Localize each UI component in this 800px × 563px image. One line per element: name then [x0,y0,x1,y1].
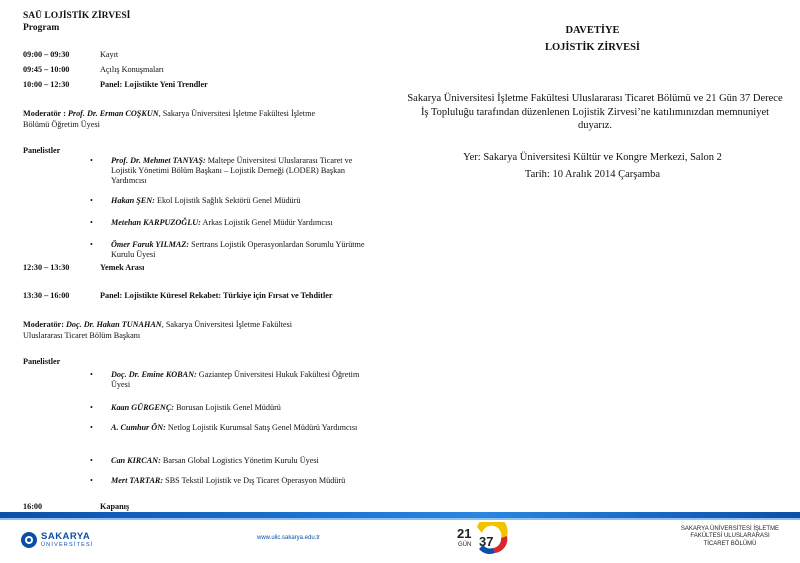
panelist-desc: Sertrans Lojistik Operasyonlardan Sorumlu Yürütme Kurulu Üyesi [111,240,365,260]
panelist-desc: SBS Tekstil Lojistik ve Dış Ticaret Operasyon Müdürü [163,476,346,485]
summit-title: LOJİSTİK ZİRVESİ [544,42,641,53]
schedule-time: 09:00 – 09:30 [23,50,70,59]
moderator-1 [23,108,383,130]
logo21-number-21: 21 [457,526,472,541]
moderator-affiliation: , Sakarya Üniversitesi İşletme Fakültesi [161,320,293,329]
footer-url[interactable]: www.ulic.sakarya.edu.tr [257,535,321,541]
panelist-desc: Gaziantep Üniversitesi Hukuk Fakültesi Öğretim Üyesi [111,370,360,390]
schedule-time: 09:45 – 10:00 [23,65,70,74]
panelist-name: Doç. Dr. Emine KOBAN: [111,370,197,379]
panelist-desc: Maltepe Üniversitesi Uluslararası Ticaret ve Lojistik Yönetimi Bölüm Başkanı – Lojistik Derneği (LODER) Başkan Yardımcısı [111,156,353,186]
logo21-number-37: 37 [479,534,494,549]
logo21-word: GÜN [458,542,472,548]
schedule-time: 10:00 – 12:30 [23,80,70,89]
panelist-desc: Arkas Lojistik Genel Müdür Yardımcısı [200,218,333,227]
panelist-item: • Doç. Dr. Emine KOBAN: Gaziantep Üniversitesi Hukuk Fakültesi Öğretim Üyesi [90,370,360,390]
invitation-title: DAVETİYE [565,25,620,36]
panelist-name: Ömer Faruk YILMAZ: [111,240,190,249]
moderator-affiliation-cont: Uluslararası Ticaret Bölüm Başkanı [23,331,141,340]
panelist-item: • Metehan KARPUZOĞLU: Arkas Lojistik Genel Müdür Yardımcısı [90,218,333,227]
footer-stripe-light [0,518,800,520]
panelist-desc: Ekol Lojistik Sağlık Sektörü Genel Müdürü [154,196,301,205]
sakarya-emblem-icon [20,531,38,549]
schedule-item: Kayıt [100,50,119,59]
sakarya-logo-name: SAKARYA [41,531,91,542]
panelist-item: • A. Cumhur ÖN: Netlog Lojistik Kurumsal Satış Genel Müdürü Yardımcısı [90,423,358,432]
schedule-item: Yemek Arası [100,263,145,272]
invitation-text: Sakarya Üniversitesi İşletme Fakültesi Uluslararası Ticaret Bölümü ve 21 Gün 37 Derece İş Topluluğu tarafından düzenlenen Lojistik Zirvesi’ne katılımınızdan memnuniyet duyarız. [407,93,783,131]
panelist-item: • Can KIRCAN: Barsan Global Logistics Yönetim Kurulu Üyesi [90,456,319,465]
moderator-name: Prof. Dr. Erman COŞKUN [67,109,159,118]
panelist-name: Mert TARTAR: [111,476,164,485]
panelist-desc: Netlog Lojistik Kurumsal Satış Genel Müdürü Yardımcısı [165,423,358,432]
event-title: SAÜ LOJİSTİK ZİRVESİ [23,11,131,21]
moderator-2 [23,319,383,341]
moderator-name: Doç. Dr. Hakan TUNAHAN [65,320,162,329]
panelist-desc: Borusan Lojistik Genel Müdürü [174,403,281,412]
moderator-affiliation-cont: Bölümü Öğretim Üyesi [23,120,100,129]
schedule-item: Kapanış [100,502,130,511]
moderator-affiliation: , Sakarya Üniversitesi İşletme Fakültesi İşletme [158,109,316,118]
panelist-item: • Mert TARTAR: SBS Tekstil Lojistik ve Dış Ticaret Operasyon Müdürü [90,476,346,485]
sakarya-logo-sub: ÜNİVERSİTESİ [41,542,94,548]
schedule-item: Panel: Lojistikte Yeni Trendler [100,80,208,89]
panelist-name: Hakan ŞEN: [111,196,155,205]
moderator-label: Moderatör: [23,320,64,329]
panelist-item: • Prof. Dr. Mehmet TANYAŞ: Maltepe Üniversitesi Uluslararası Ticaret ve Lojistik Yönetimi Bölüm Başkanı – Lojistik Derneği (LODER) Başkan Yardımcısı [90,156,353,186]
panelists-label: Panelistler [23,357,61,366]
sakarya-logo [20,528,110,552]
panelist-name: Can KIRCAN: [111,456,161,465]
panelist-name: Kaan GÜRGENÇ: [111,403,175,412]
department-label: SAKARYA ÜNİVERSİTESİ İŞLETME FAKÜLTESİ ULUSLARARASI TİCARET BÖLÜMÜ [680,526,780,547]
panelist-name: A. Cumhur ÖN: [111,423,166,432]
panelists-label: Panelistler [23,146,61,155]
venue-text: Yer: Sakarya Üniversitesi Kültür ve Kongre Merkezi, Salon 2 [463,152,722,163]
schedule-item: Panel: Lojistikte Küresel Rekabet: Türkiye için Fırsat ve Tehditler [100,291,333,300]
moderator-label: Moderatör : [23,109,66,118]
panelist-desc: Barsan Global Logistics Yönetim Kurulu Üyesi [160,456,319,465]
date-text: Tarih: 10 Aralık 2014 Çarşamba [524,169,661,180]
panelist-name: Prof. Dr. Mehmet TANYAŞ: [111,156,206,165]
panelist-name: Metehan KARPUZOĞLU: [111,218,201,227]
21gun37-logo [455,522,515,556]
panelist-item: • Ömer Faruk YILMAZ: Sertrans Lojistik Operasyonlardan Sorumlu Yürütme Kurulu Üyesi [90,240,365,260]
schedule-item: Açılış Konuşmaları [100,65,164,74]
schedule-time: 12:30 – 13:30 [23,263,70,272]
schedule-time: 16:00 [23,502,43,511]
panelist-item: • Hakan ŞEN: Ekol Lojistik Sağlık Sektörü Genel Müdürü [90,196,301,205]
panelist-item: • Kaan GÜRGENÇ: Borusan Lojistik Genel Müdürü [90,403,281,412]
schedule-time: 13:30 – 16:00 [23,291,70,300]
program-label: Program [23,23,60,33]
